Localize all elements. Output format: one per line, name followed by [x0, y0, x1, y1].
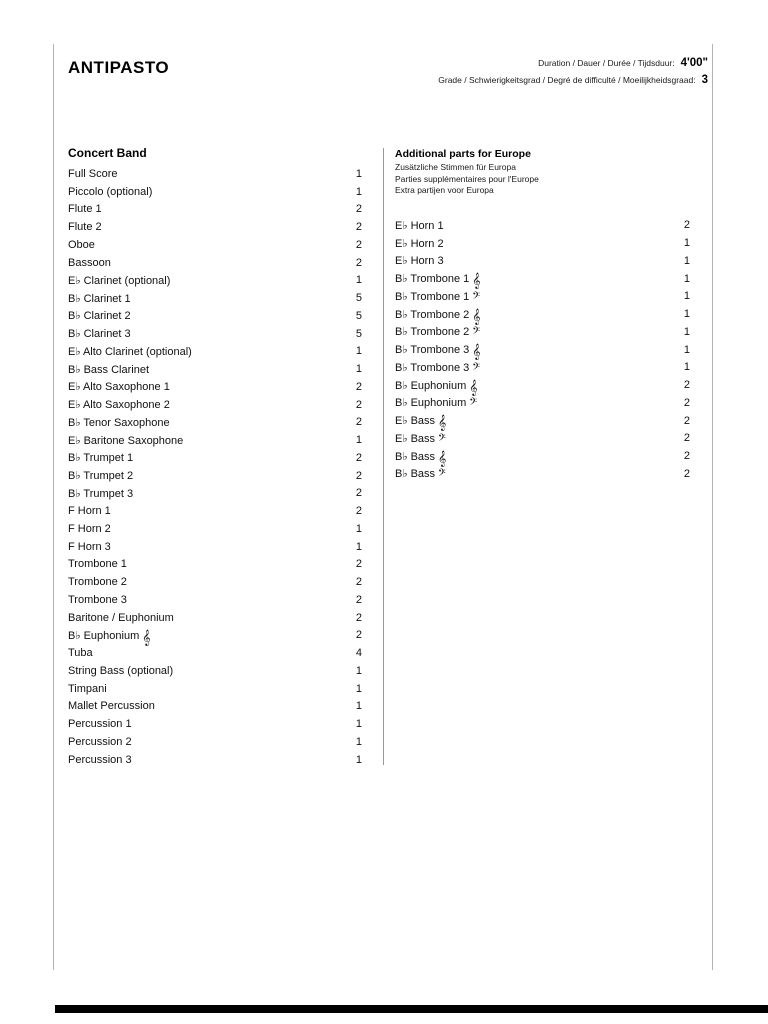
- europe-parts-section: [395, 148, 690, 483]
- europe-heading: Additional parts for Europe: [395, 148, 531, 160]
- part-name: E♭ Bass 𝄞: [395, 415, 447, 432]
- part-name-text: E♭ Bass: [395, 415, 436, 428]
- part-quantity: 1: [355, 522, 362, 535]
- part-name: [68, 700, 155, 712]
- part-quantity: 4: [355, 647, 362, 660]
- part-row: [68, 201, 362, 219]
- part-row: [68, 307, 362, 325]
- part-name-text: Piccolo (optional): [68, 185, 153, 198]
- grade-value: 3: [701, 74, 708, 86]
- part-quantity: 1: [683, 343, 690, 356]
- part-row: [68, 662, 362, 680]
- duration-label: Duration / Dauer / Durée / Tijdsduur:: [538, 58, 675, 68]
- part-quantity: 1: [355, 718, 362, 731]
- part-name-text: E♭ Alto Saxophone 1: [68, 381, 170, 394]
- part-quantity: 2: [355, 416, 362, 429]
- part-row: [395, 288, 690, 306]
- part-quantity: 2: [355, 487, 362, 500]
- part-name-text: E♭ Horn 3: [395, 255, 444, 268]
- part-name-text: Tuba: [68, 647, 93, 660]
- part-name: [68, 612, 174, 624]
- part-quantity: 2: [355, 558, 362, 571]
- part-name: B♭ Trombone 1 𝄢: [395, 289, 481, 304]
- part-quantity: 2: [355, 221, 362, 234]
- part-name-text: B♭ Trumpet 1: [68, 452, 134, 465]
- part-name: [68, 451, 133, 464]
- part-name: B♭ Bass 𝄢: [395, 467, 446, 482]
- part-name: [68, 683, 107, 695]
- part-row: [68, 431, 362, 449]
- left-page-edge-line: [53, 44, 54, 970]
- part-row: [68, 467, 362, 485]
- part-row: [68, 715, 362, 733]
- part-name: [395, 219, 444, 232]
- part-name-text: B♭ Clarinet 3: [68, 328, 131, 341]
- part-name: [68, 274, 170, 287]
- part-quantity: 1: [355, 735, 362, 748]
- part-name-text: B♭ Euphonium: [68, 629, 140, 642]
- part-row: [68, 591, 362, 609]
- part-row: [395, 252, 690, 270]
- part-name-text: Flute 1: [68, 203, 102, 216]
- part-name: [68, 576, 127, 588]
- part-name: B♭ Trombone 2 𝄞: [395, 308, 481, 325]
- part-row: [68, 520, 362, 538]
- part-name-text: String Bass (optional): [68, 664, 174, 677]
- column-divider-line: [383, 148, 384, 765]
- part-row: [68, 343, 362, 361]
- part-name: [395, 254, 444, 267]
- part-row: [68, 396, 362, 414]
- part-row: [68, 236, 362, 254]
- part-name: [68, 416, 170, 429]
- part-quantity: 2: [355, 469, 362, 482]
- duration-value: 4'00": [680, 57, 708, 69]
- part-name: [68, 398, 170, 411]
- part-quantity: 2: [683, 379, 690, 392]
- part-name-text: B♭ Euphonium: [395, 397, 467, 410]
- part-name-text: B♭ Trombone 3: [395, 361, 470, 374]
- part-quantity: 1: [355, 540, 362, 553]
- part-name-text: Trombone 2: [68, 576, 127, 589]
- part-row: [395, 376, 690, 394]
- part-name-text: B♭ Trumpet 3: [68, 487, 134, 500]
- part-quantity: 2: [355, 451, 362, 464]
- part-name: B♭ Euphonium 𝄞: [68, 629, 151, 646]
- part-name: [68, 487, 133, 500]
- part-name: B♭ Euphonium 𝄞: [395, 379, 478, 396]
- part-name-text: Timpani: [68, 682, 107, 695]
- europe-subheading-fr: Parties supplémentaires pour l'Europe: [395, 173, 539, 184]
- part-quantity: 1: [355, 167, 362, 180]
- part-name-text: B♭ Trumpet 2: [68, 470, 134, 483]
- part-row: [68, 360, 362, 378]
- part-name-text: B♭ Bass Clarinet: [68, 363, 149, 376]
- part-quantity: 1: [355, 185, 362, 198]
- part-name-text: E♭ Horn 2: [395, 237, 444, 250]
- part-quantity: 5: [355, 309, 362, 322]
- concert-band-list: [68, 165, 362, 769]
- part-quantity: 1: [683, 254, 690, 267]
- part-quantity: 1: [683, 272, 690, 285]
- part-quantity: 1: [683, 290, 690, 303]
- part-quantity: 5: [355, 327, 362, 340]
- part-quantity: 1: [683, 361, 690, 374]
- part-name-text: Trombone 1: [68, 558, 127, 571]
- bottom-black-bar: [55, 1005, 768, 1013]
- part-row: [68, 502, 362, 520]
- part-name-text: B♭ Euphonium: [395, 379, 467, 392]
- part-name-text: Oboe: [68, 238, 95, 251]
- part-quantity: 2: [355, 380, 362, 393]
- part-name-text: Flute 2: [68, 221, 102, 234]
- part-name-text: Trombone 3: [68, 593, 127, 606]
- europe-subheading-nl: Extra partijen voor Europa: [395, 185, 494, 195]
- part-name: [68, 327, 131, 340]
- part-name-text: B♭ Tenor Saxophone: [68, 416, 170, 429]
- part-quantity: 2: [683, 467, 690, 480]
- part-quantity: 2: [355, 398, 362, 411]
- part-row: [68, 751, 362, 769]
- part-quantity: 1: [355, 753, 362, 766]
- part-quantity: 1: [683, 237, 690, 250]
- part-name-text: B♭ Trombone 3: [395, 344, 470, 357]
- right-page-edge-line: [712, 44, 713, 970]
- part-name: [68, 221, 102, 233]
- part-row: [68, 698, 362, 716]
- part-name: B♭ Trombone 1 𝄞: [395, 273, 481, 290]
- part-name: [68, 665, 173, 677]
- part-row: [395, 359, 690, 377]
- part-quantity: 1: [355, 700, 362, 713]
- part-row: [68, 733, 362, 751]
- part-name-text: B♭ Bass: [395, 468, 436, 481]
- part-name-text: Full Score: [68, 167, 118, 180]
- part-name-text: F Horn 1: [68, 505, 111, 518]
- part-quantity: 2: [355, 576, 362, 589]
- part-name: B♭ Trombone 2 𝄢: [395, 325, 481, 340]
- duration-row: [438, 57, 708, 69]
- part-name-text: E♭ Baritone Saxophone: [68, 434, 184, 447]
- part-row: [395, 412, 690, 430]
- part-name-text: F Horn 3: [68, 540, 111, 553]
- europe-subheading-de: Zusätzliche Stimmen für Europa: [395, 162, 516, 172]
- part-quantity: 1: [355, 664, 362, 677]
- part-name-text: Mallet Percussion: [68, 700, 155, 713]
- part-quantity: 1: [683, 325, 690, 338]
- part-row: [68, 538, 362, 556]
- part-row: [68, 644, 362, 662]
- part-name: [68, 309, 131, 322]
- part-row: [395, 305, 690, 323]
- part-name: [68, 558, 127, 570]
- part-row: [68, 556, 362, 574]
- part-row: [68, 289, 362, 307]
- concert-band-heading: Concert Band: [68, 146, 147, 160]
- part-name: [395, 237, 444, 250]
- concert-band-section: [68, 146, 362, 769]
- page-title: ANTIPASTO: [68, 58, 170, 77]
- part-quantity: 2: [683, 450, 690, 463]
- part-name: [68, 345, 192, 358]
- part-name: [68, 203, 102, 215]
- part-quantity: 1: [355, 345, 362, 358]
- part-quantity: 2: [355, 238, 362, 251]
- part-name: [68, 754, 132, 766]
- part-name: [68, 292, 131, 305]
- part-name-text: Percussion 2: [68, 735, 132, 748]
- part-quantity: 2: [355, 593, 362, 606]
- part-name: [68, 363, 149, 376]
- part-name-text: B♭ Clarinet 1: [68, 292, 131, 305]
- part-row: [68, 254, 362, 272]
- part-name: E♭ Bass 𝄢: [395, 431, 446, 446]
- part-row: [395, 234, 690, 252]
- part-row: [68, 485, 362, 503]
- grade-label: Grade / Schwierigkeitsgrad / Degré de difficulté / Moeilijkheidsgraad:: [438, 75, 696, 85]
- part-name: [68, 594, 127, 606]
- part-quantity: 1: [355, 434, 362, 447]
- part-name: [68, 469, 133, 482]
- part-row: [68, 414, 362, 432]
- part-name: B♭ Trombone 3 𝄢: [395, 360, 481, 375]
- part-name: [68, 647, 93, 659]
- part-row: [395, 341, 690, 359]
- part-row: [395, 465, 690, 483]
- grade-row: [438, 74, 708, 86]
- part-row: [68, 573, 362, 591]
- part-row: [395, 217, 690, 235]
- part-quantity: 2: [683, 396, 690, 409]
- part-name-text: E♭ Alto Saxophone 2: [68, 399, 170, 412]
- part-quantity: 2: [683, 414, 690, 427]
- part-quantity: 2: [355, 256, 362, 269]
- part-name: B♭ Bass 𝄞: [395, 450, 447, 467]
- part-row: [395, 323, 690, 341]
- europe-parts-list: [395, 217, 690, 483]
- part-row: [68, 183, 362, 201]
- part-name: [68, 380, 170, 393]
- part-name: [68, 505, 111, 517]
- part-name-text: E♭ Bass: [395, 432, 436, 445]
- part-name-text: Percussion 1: [68, 718, 132, 731]
- part-quantity: 2: [355, 629, 362, 642]
- part-name: [68, 239, 95, 251]
- part-name-text: F Horn 2: [68, 522, 111, 535]
- part-name-text: B♭ Trombone 2: [395, 326, 470, 339]
- part-name: [68, 434, 183, 447]
- part-quantity: 1: [355, 363, 362, 376]
- part-row: [68, 272, 362, 290]
- part-name-text: E♭ Horn 1: [395, 219, 444, 232]
- part-name-text: Baritone / Euphonium: [68, 611, 174, 624]
- part-name-text: B♭ Bass: [395, 450, 436, 463]
- part-name-text: B♭ Trombone 2: [395, 308, 470, 321]
- part-name-text: B♭ Clarinet 2: [68, 310, 131, 323]
- part-name-text: B♭ Trombone 1: [395, 290, 470, 303]
- part-row: [395, 270, 690, 288]
- part-quantity: 2: [683, 219, 690, 232]
- part-quantity: 5: [355, 292, 362, 305]
- part-quantity: 2: [355, 505, 362, 518]
- part-row: [68, 449, 362, 467]
- part-name: [68, 257, 111, 269]
- part-name-text: Bassoon: [68, 256, 111, 269]
- part-row: [68, 165, 362, 183]
- part-name-text: B♭ Trombone 1: [395, 273, 470, 286]
- part-row: [68, 609, 362, 627]
- part-row: [395, 447, 690, 465]
- part-quantity: 1: [683, 308, 690, 321]
- part-name: [68, 186, 152, 198]
- part-name: [68, 168, 118, 180]
- part-row: [68, 378, 362, 396]
- part-name: B♭ Trombone 3 𝄞: [395, 344, 481, 361]
- part-name: [68, 523, 111, 535]
- part-quantity: 2: [355, 611, 362, 624]
- part-name: [68, 541, 111, 553]
- part-row: [68, 627, 362, 645]
- part-name-text: Percussion 3: [68, 753, 132, 766]
- part-quantity: 1: [355, 274, 362, 287]
- part-name: B♭ Euphonium 𝄢: [395, 396, 477, 411]
- part-row: [395, 394, 690, 412]
- part-row: [395, 430, 690, 448]
- part-row: [68, 680, 362, 698]
- part-quantity: 2: [355, 203, 362, 216]
- part-quantity: 1: [355, 682, 362, 695]
- header-meta: [438, 57, 708, 91]
- part-name-text: E♭ Alto Clarinet (optional): [68, 345, 192, 358]
- part-quantity: 2: [683, 432, 690, 445]
- part-name: [68, 718, 132, 730]
- part-name-text: E♭ Clarinet (optional): [68, 274, 171, 287]
- part-row: [68, 325, 362, 343]
- part-row: [68, 218, 362, 236]
- part-name: [68, 736, 132, 748]
